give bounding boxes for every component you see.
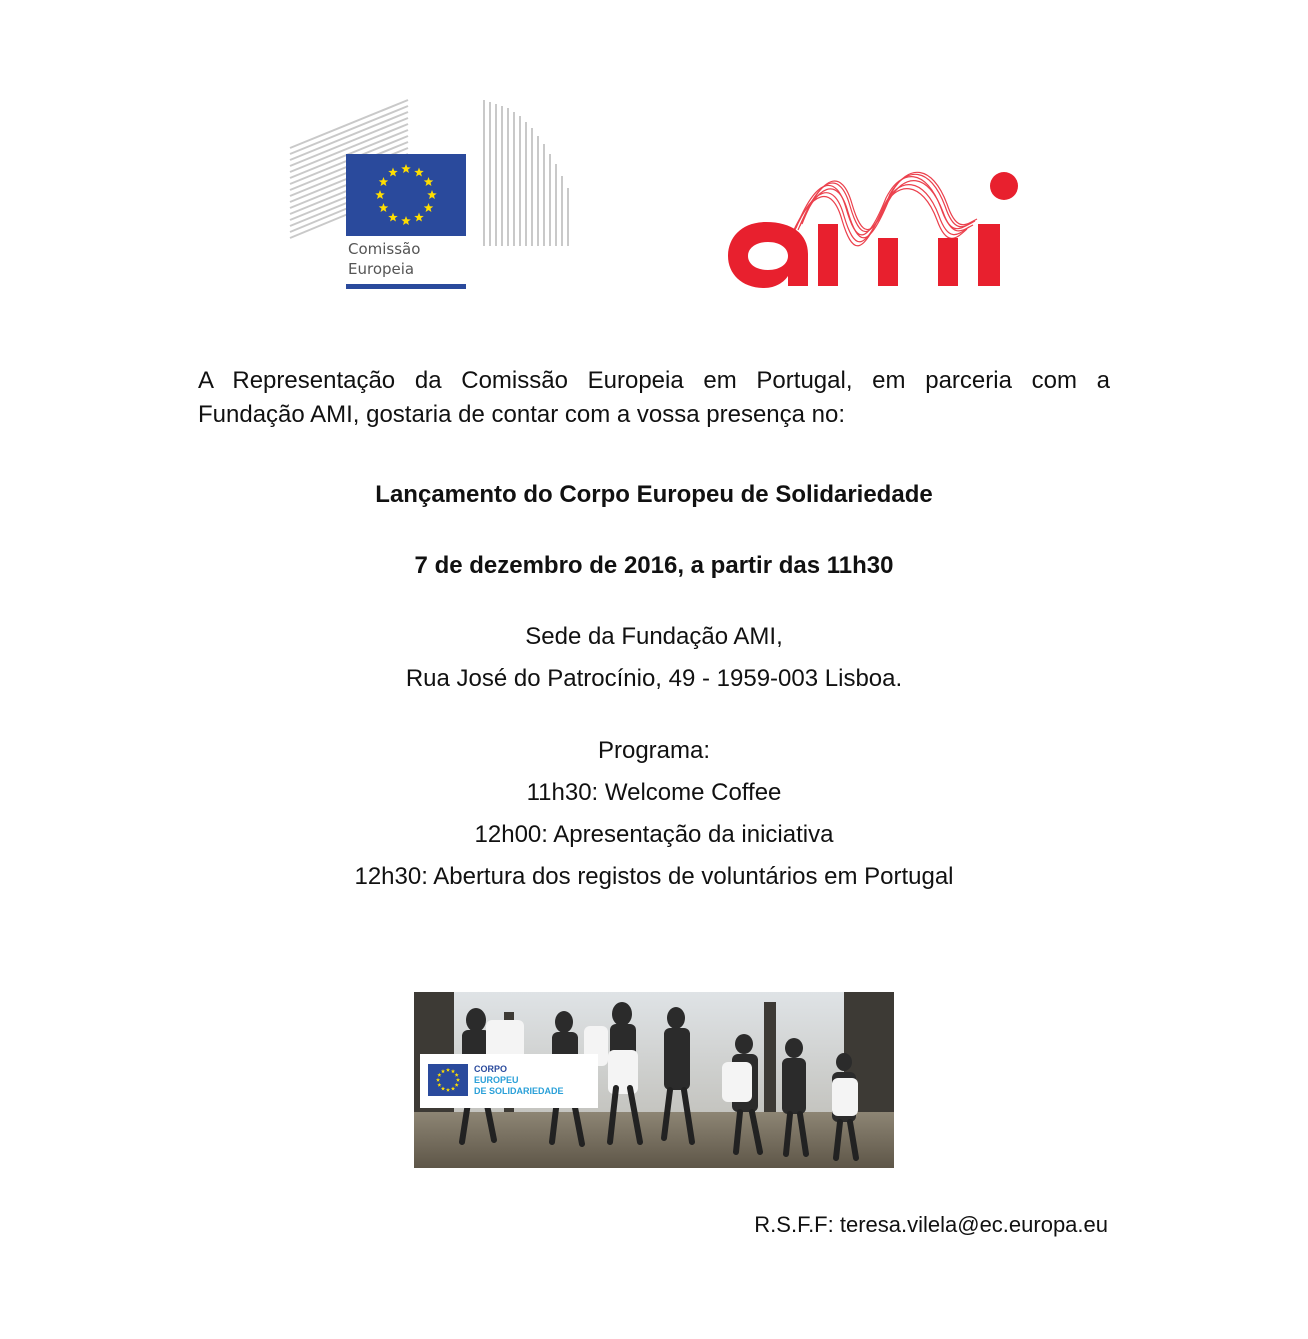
solidarity-corps-photo [414, 992, 894, 1168]
intro-line-1: A Representação da Comissão Europeia em Portugal, em parceria com a [198, 367, 1110, 394]
ec-logo-text-line2: Europeia [348, 260, 415, 278]
programme-item: 12h30: Abertura dos registos de voluntários em Portugal [354, 863, 954, 890]
venue-name: Sede da Fundação AMI, [525, 623, 783, 650]
venue-address: Rua José do Patrocínio, 49 - 1959-003 Lisboa. [405, 665, 903, 692]
event-datetime: 7 de dezembro de 2016, a partir das 11h30 [414, 552, 894, 579]
banner-line-1: CORPO [474, 1064, 508, 1074]
ec-building-graphic [288, 96, 570, 294]
banner-line-3: DE SOLIDARIEDADE [474, 1086, 564, 1096]
programme-item: 11h30: Welcome Coffee [526, 779, 782, 806]
programme-heading: Programa: [597, 737, 711, 764]
rsvp-contact: R.S.F.F: teresa.vilela@ec.europa.eu [754, 1212, 1108, 1237]
intro-paragraph [198, 364, 1110, 432]
programme-item: 12h00: Apresentação da iniciativa [474, 821, 834, 848]
ami-logo [726, 168, 1026, 293]
event-title: Lançamento do Corpo Europeu de Solidariedade [375, 481, 933, 508]
ec-logo-text-line1: Comissão [348, 240, 421, 258]
intro-line-2: Fundação AMI, gostaria de contar com a vossa presença no: [198, 401, 846, 428]
banner-line-2: EUROPEU [474, 1075, 519, 1085]
european-commission-logo [288, 96, 570, 294]
